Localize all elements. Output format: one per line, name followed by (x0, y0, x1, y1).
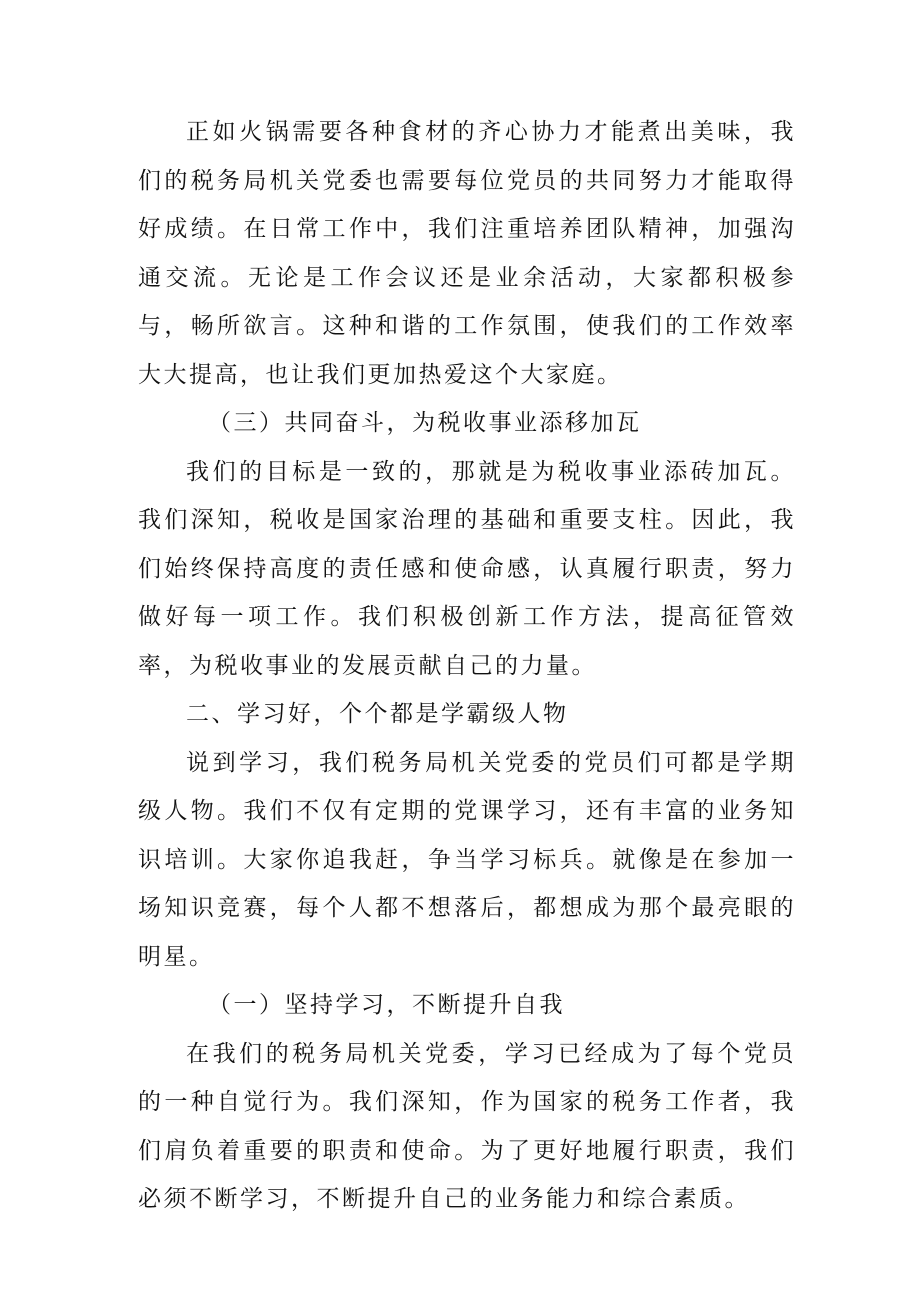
document-body (138, 108, 796, 1224)
subheading-common-struggle: （三）共同奋斗，为税收事业添移加瓦 (208, 410, 642, 436)
subheading-keep-learning: （一）坚持学习，不断提升自我 (208, 992, 565, 1018)
paragraph-teamwork: 正如火锅需要各种食材的齐心协力才能煮出美味，我们的税务局机关党委也需要每位党员的共同努力才能取得好成绩。在日常工作中，我们注重培养团队精神，加强沟通交流。无论是工作会议还是业余活动，大家都积极参与，畅所欲言。这种和谐的工作氛围，使我们的工作效率大大提高，也让我们更加热爱这个大家庭。 (138, 119, 796, 388)
heading-learning: 二、学习好，个个都是学霸级人物 (186, 701, 569, 727)
paragraph-self-improvement: 在我们的税务局机关党委，学习已经成为了每个党员的一种自觉行为。我们深知，作为国家的税务工作者，我们肩负着重要的职责和使命。为了更好地履行职责，我们必须不断学习，不断提升自己的业务能力和综合素质。 (138, 1040, 796, 1212)
paragraph-learning-members: 说到学习，我们税务局机关党委的党员们可都是学期级人物。我们不仅有定期的党课学习，还有丰富的业务知识培训。大家你追我赶，争当学习标兵。就像是在参加一场知识竞赛，每个人都不想落后，都想成为那个最亮眼的明星。 (138, 749, 796, 970)
paragraph-tax-goal: 我们的目标是一致的，那就是为税收事业添砖加瓦。我们深知，税收是国家治理的基础和重要支柱。因此，我们始终保持高度的责任感和使命感，认真履行职责，努力做好每一项工作。我们积极创新工作方法，提高征管效率，为税收事业的发展贡献自己的力量。 (138, 458, 796, 679)
